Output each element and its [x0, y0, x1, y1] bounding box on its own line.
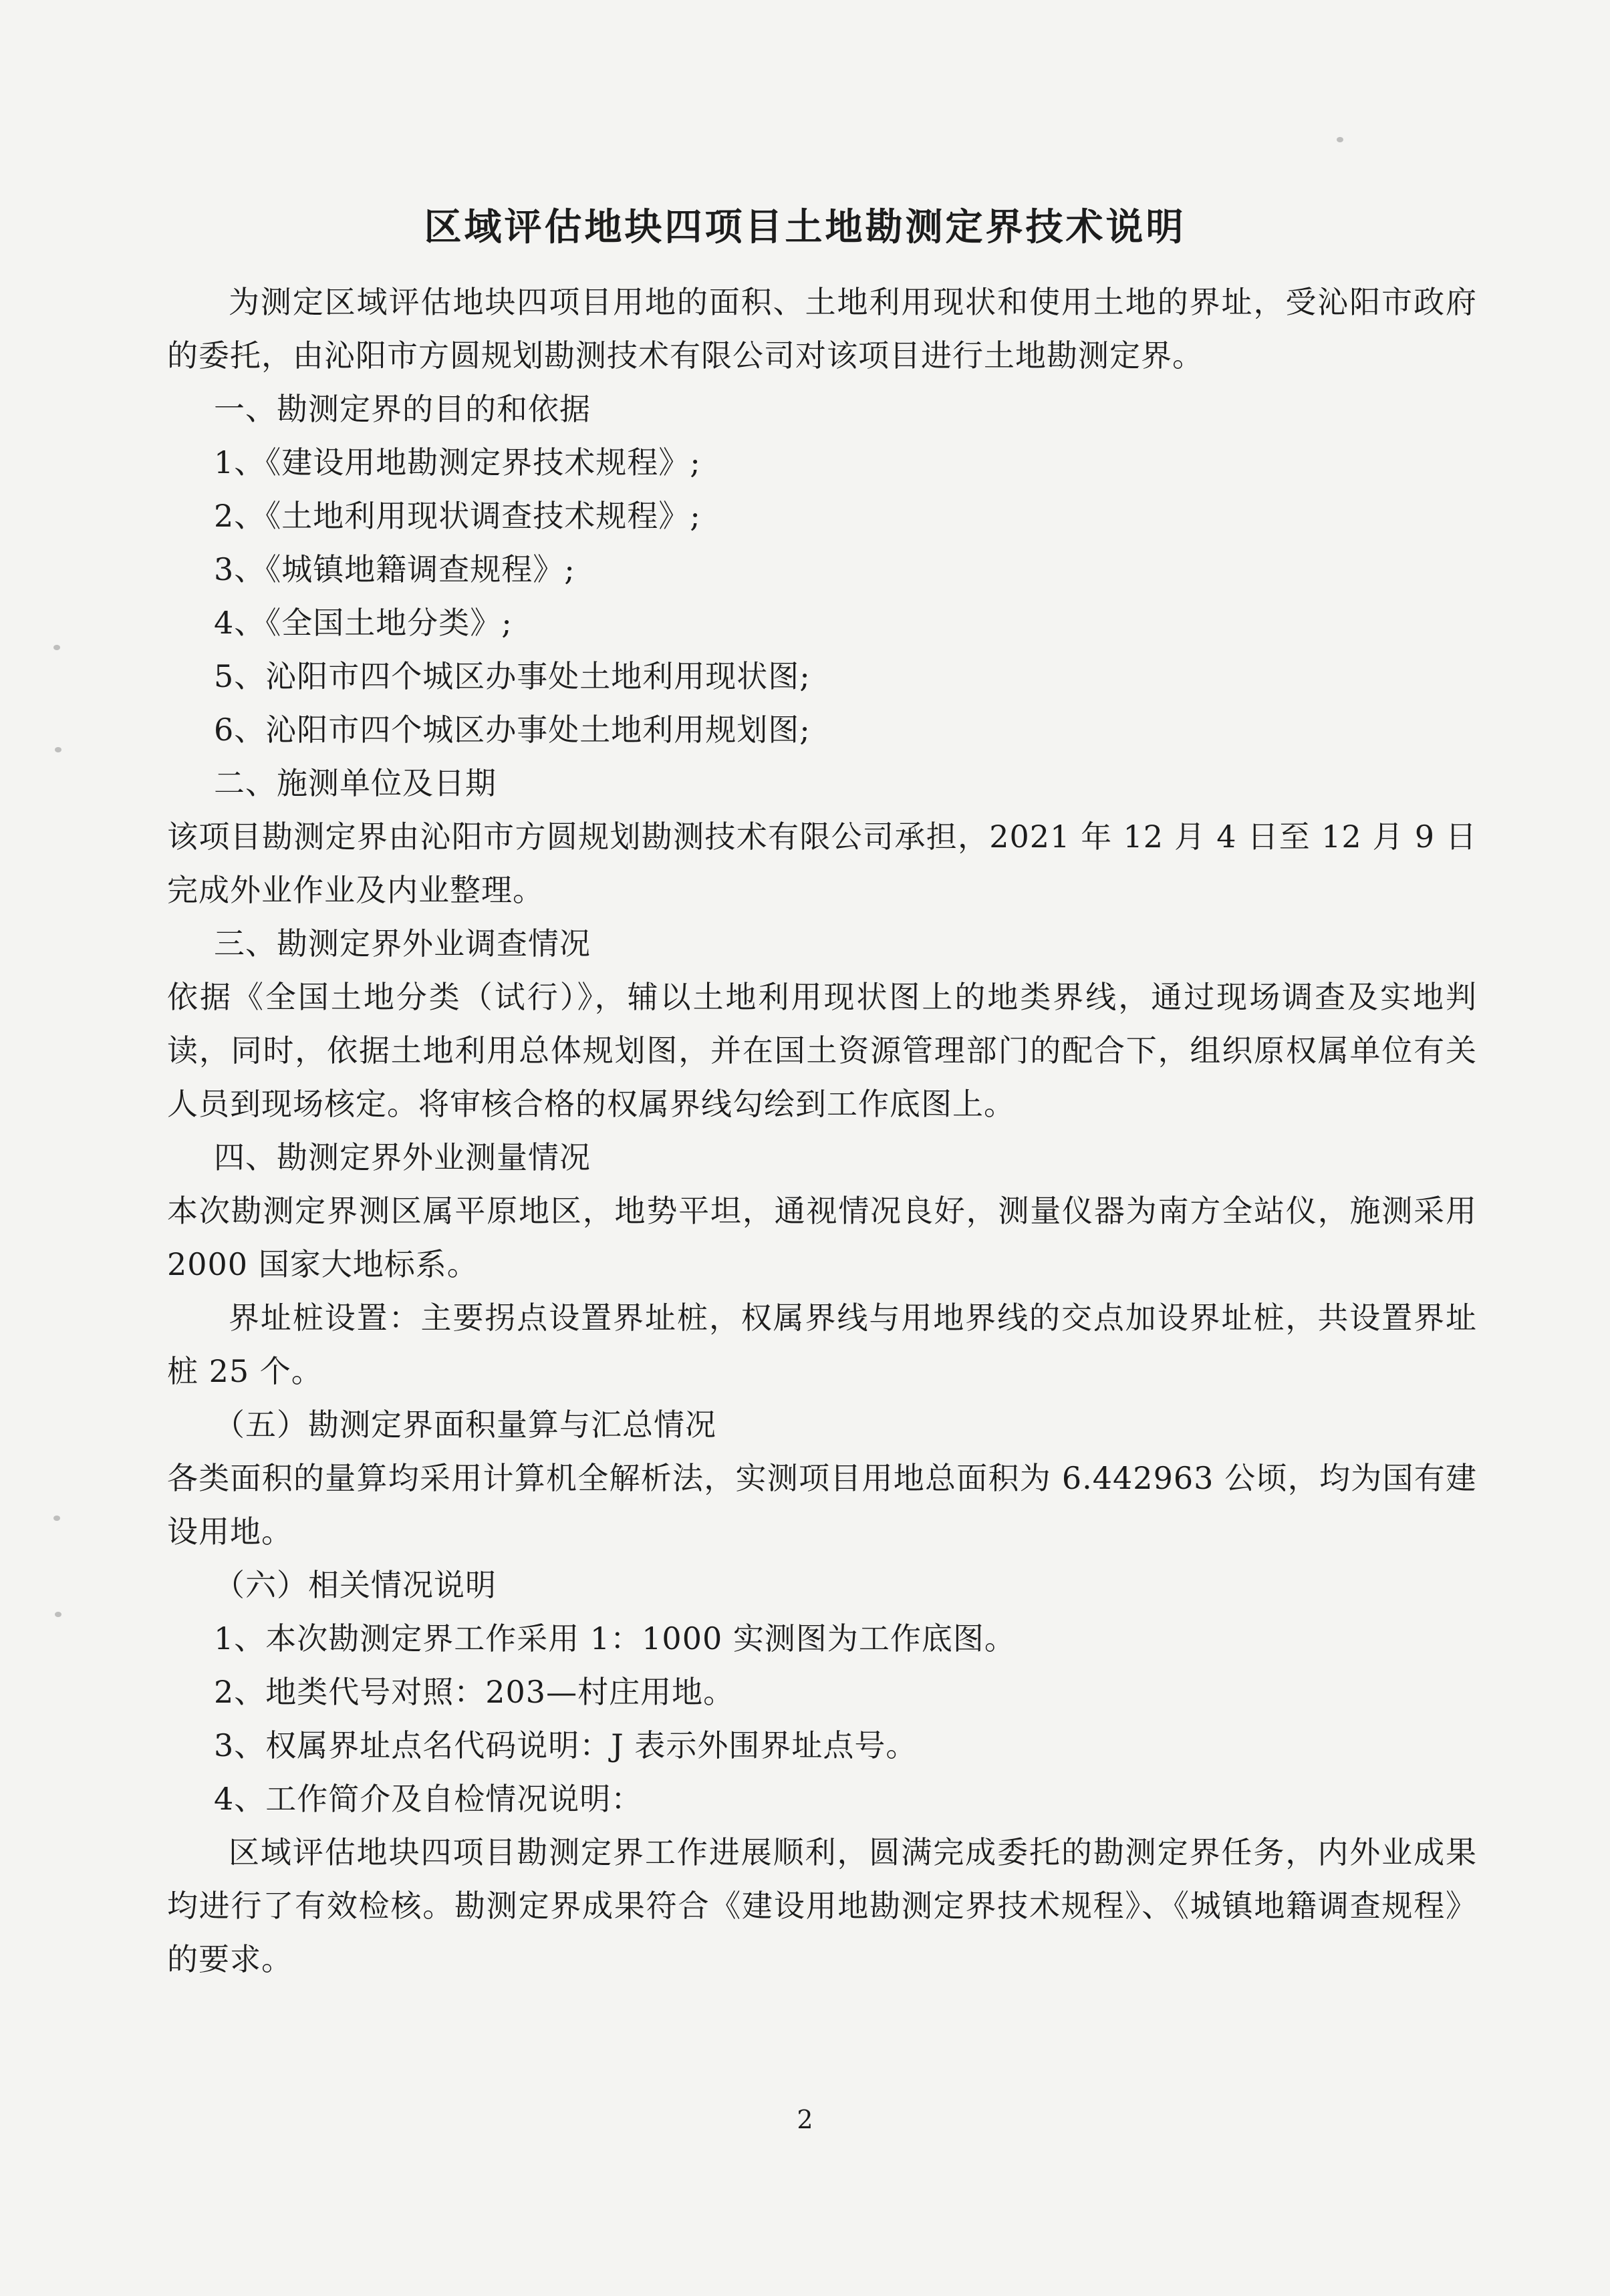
scan-speck: [53, 645, 60, 650]
section-paragraph: 各类面积的量算均采用计算机全解析法，实测项目用地总面积为 6.442963 公顷，均为国有建设用地。: [167, 1460, 1477, 1550]
page-number: 2: [797, 2105, 813, 2134]
note-item: 1、本次勘测定界工作采用 1：1000 实测图为工作底图。: [214, 1620, 1016, 1657]
note-item: 4、工作简介及自检情况说明：: [214, 1781, 643, 1817]
section-heading: （五）勘测定界面积量算与汇总情况: [214, 1407, 716, 1443]
basis-item: 5、沁阳市四个城区办事处土地利用现状图;: [214, 658, 811, 694]
section-heading: 二、施测单位及日期: [214, 765, 497, 801]
scan-speck: [55, 747, 61, 752]
document-title: 区域评估地块四项目土地勘测定界技术说明: [424, 205, 1186, 249]
note-item: 2、地类代号对照：203—村庄用地。: [214, 1674, 735, 1710]
intro-paragraph: 为测定区域评估地块四项目用地的面积、土地利用现状和使用土地的界址，受沁阳市政府的委托，由沁阳市方圆规划勘测技术有限公司对该项目进行土地勘测定界。: [167, 284, 1477, 374]
conclusion-paragraph: 区域评估地块四项目勘测定界工作进展顺利，圆满完成委托的勘测定界任务，内外业成果均进行了有效检核。勘测定界成果符合《建设用地勘测定界技术规程》、《城镇地籍调查规程》的要求。: [167, 1834, 1477, 1977]
document-body: [167, 275, 1477, 1986]
scan-speck: [53, 1516, 60, 1521]
note-item: 3、权属界址点名代码说明：J 表示外围界址点号。: [214, 1727, 918, 1763]
scan-speck: [55, 1612, 61, 1617]
section-heading: 一、勘测定界的目的和依据: [214, 391, 591, 427]
basis-item: 2、《土地利用现状调查技术规程》;: [214, 498, 701, 534]
section-heading: 四、勘测定界外业测量情况: [214, 1139, 591, 1175]
section-heading: （六）相关情况说明: [214, 1567, 497, 1603]
basis-item: 6、沁阳市四个城区办事处土地利用规划图;: [214, 712, 811, 748]
basis-item: 1、《建设用地勘测定界技术规程》;: [214, 444, 701, 480]
section-paragraph: 依据《全国土地分类（试行）》，辅以土地利用现状图上的地类界线，通过现场调查及实地判读，同时，依据土地利用总体规划图，并在国土资源管理部门的配合下，组织原权属单位有关人员到现场核定。将审核合格的权属界线勾绘到工作底图上。: [167, 979, 1477, 1122]
basis-item: 3、《城镇地籍调查规程》;: [214, 551, 575, 587]
scan-speck: [1337, 137, 1343, 142]
section-paragraph: 该项目勘测定界由沁阳市方圆规划勘测技术有限公司承担，2021 年 12 月 4 日至 12 月 9 日完成外业作业及内业整理。: [167, 819, 1477, 908]
section-paragraph: 本次勘测定界测区属平原地区，地势平坦，通视情况良好，测量仪器为南方全站仪，施测采用 2000 国家大地标系。: [167, 1193, 1477, 1282]
basis-item: 4、《全国土地分类》;: [214, 605, 513, 641]
section-paragraph: 界址桩设置：主要拐点设置界址桩，权属界线与用地界线的交点加设界址桩，共设置界址桩 25 个。: [167, 1300, 1477, 1389]
section-heading: 三、勘测定界外业调查情况: [214, 925, 591, 962]
